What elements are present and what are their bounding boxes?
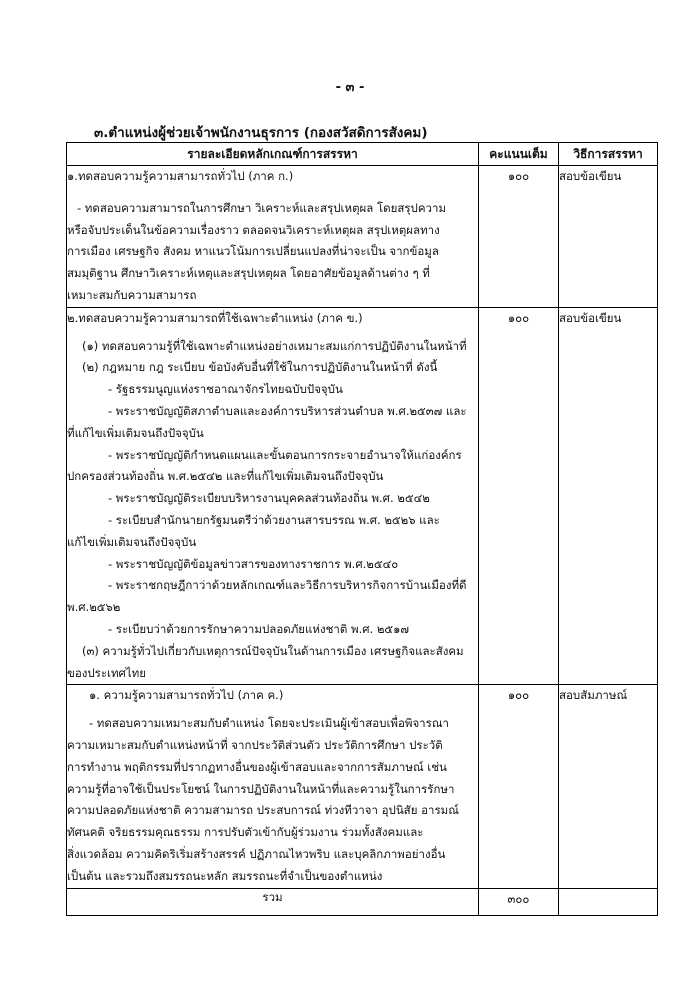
body-line: เป็นต้น และรวมถึงสมรรถนะหลัก สมรรถนะที่จำเป็นของตำแหน่ง bbox=[67, 868, 383, 883]
body-line: การเมือง เศรษฐกิจ สังคม หาแนวโน้มการเปลี่ยนแปลงที่น่าจะเป็น จากข้อมูล bbox=[67, 244, 439, 259]
list-item-continued: ของประเทศไทย bbox=[67, 665, 146, 680]
table-row bbox=[67, 307, 658, 685]
score-cell: ๑๐๐ bbox=[479, 685, 559, 888]
row-title: ๑. ความรู้ความสามารถทั่วไป (ภาค ค.) bbox=[89, 688, 284, 703]
criteria-cell bbox=[67, 307, 479, 685]
law-item-continued: พ.ศ.๒๕๖๒ bbox=[67, 600, 121, 615]
body-line: ทัศนคติ จริยธรรมคุณธรรม การปรับตัวเข้ากับผู้ร่วมงาน ร่วมทั้งสังคมและ bbox=[67, 825, 424, 840]
law-item: - พระราชบัญญัติกำหนดแผนและขั้นตอนการกระจายอำนาจให้แก่องค์กร bbox=[108, 447, 462, 462]
total-score: ๓๐๐ bbox=[479, 888, 559, 915]
criteria-cell bbox=[67, 166, 479, 308]
body-line: หรือจับประเด็นในข้อความเรื่องราว ตลอดจนวิเคราะห์เหตุผล สรุปเหตุผลทาง bbox=[67, 222, 440, 237]
header-criteria: รายละเอียดหลักเกณฑ์การสรรหา bbox=[67, 143, 479, 166]
body-line: ความปลอดภัยแห่งชาติ ความสามารถ ประสบการณ์ ท่วงทีวาจา อุปนิสัย อารมณ์ bbox=[67, 803, 459, 818]
law-item: - พระราชบัญญัติสภาตำบลและองค์การบริหารส่วนตำบล พ.ศ.๒๕๓๗ และ bbox=[108, 403, 467, 418]
score-cell: ๑๐๐ bbox=[479, 166, 559, 308]
criteria-cell bbox=[67, 685, 479, 888]
body-line: ความรู้ที่อาจใช้เป็นประโยชน์ ในการปฏิบัติงานในหน้าที่และความรู้ในการรักษา bbox=[67, 781, 455, 796]
page-number: - ๓ - bbox=[335, 80, 365, 95]
body-line: การทำงาน พฤติกรรมที่ปรากฏทางอื่นของผู้เข้าสอบและจากการสัมภาษณ์ เช่น bbox=[67, 759, 447, 774]
method-cell: สอบข้อเขียน bbox=[559, 307, 658, 685]
law-item: - พระราชบัญญัติระเบียบบริหารงานบุคคลส่วนท้องถิ่น พ.ศ. ๒๕๔๒ bbox=[108, 491, 430, 506]
row-title: ๑.ทดสอบความรู้ความสามารถทั่วไป (ภาค ก.) bbox=[67, 169, 294, 183]
header-full-score: คะแนนเต็ม bbox=[479, 143, 559, 166]
body-line: - ทดสอบความสามารถในการศึกษา วิเคราะห์และสรุปเหตุผล โดยสรุปความ bbox=[77, 200, 447, 215]
list-item: (๑) ทดสอบความรู้ที่ใช้เฉพาะตำแหน่งอย่างเหมาะสมแก่การปฏิบัติงานในหน้าที่ bbox=[82, 338, 467, 353]
law-item: - ระเบียบสำนักนายกรัฐมนตรีว่าด้วยงานสารบรรณ พ.ศ. ๒๕๒๖ และ bbox=[108, 512, 440, 527]
total-method-empty bbox=[559, 888, 658, 915]
list-item: (๒) กฎหมาย กฎ ระเบียบ ข้อบังคับอื่นที่ใช้ในการปฏิบัติงานในหน้าที่ ดังนี้ bbox=[82, 360, 438, 375]
body-line: ความเหมาะสมกับตำแหน่งหน้าที่ จากประวัติส่วนตัว ประวัติการศึกษา ประวัติ bbox=[67, 737, 443, 752]
law-item-continued: ที่แก้ไขเพิ่มเติมจนถึงปัจจุบัน bbox=[67, 425, 204, 440]
row-title: ๒.ทดสอบความรู้ความสามารถที่ใช้เฉพาะตำแหน่ง (ภาค ข.) bbox=[67, 310, 363, 325]
law-item: - พระราชกฤษฎีกาว่าด้วยหลักเกณฑ์และวิธีการบริหารกิจการบ้านเมืองที่ดี bbox=[108, 578, 467, 593]
table-row bbox=[67, 166, 658, 308]
method-cell: สอบสัมภาษณ์ bbox=[559, 685, 658, 888]
body-line: สิ่งแวดล้อม ความคิดริเริ่มสร้างสรรค์ ปฏิภาณไหวพริบ และบุคลิกภาพอย่างอื่น bbox=[67, 846, 446, 861]
law-item-continued: ปกครองส่วนท้องถิ่น พ.ศ.๒๕๔๒ และที่แก้ไขเพิ่มเติมจนถึงปัจจุบัน bbox=[67, 469, 384, 484]
score-cell: ๑๐๐ bbox=[479, 307, 559, 685]
list-item: (๓) ความรู้ทั่วไปเกี่ยวกับเหตุการณ์ปัจจุบันในด้านการเมือง เศรษฐกิจและสังคม bbox=[82, 643, 464, 658]
law-item: - รัฐธรรมนูญแห่งราชอาณาจักรไทยฉบับปัจจุบัน bbox=[108, 382, 343, 397]
total-row bbox=[67, 888, 658, 915]
table-row bbox=[67, 685, 658, 888]
law-item: - พระราชบัญญัติข้อมูลข่าวสารของทางราชการ พ.ศ.๒๕๔๐ bbox=[108, 556, 399, 571]
body-line: - ทดสอบความเหมาะสมกับตำแหน่ง โดยจะประเมินผู้เข้าสอบเพื่อพิจารณา bbox=[89, 716, 449, 731]
section-heading: ๓.ตำแหน่งผู้ช่วยเจ้าพนักงานธุรการ (กองสวัสดิการสังคม) bbox=[94, 125, 428, 141]
law-item-continued: แก้ไขเพิ่มเติมจนถึงปัจจุบัน bbox=[67, 534, 197, 549]
body-line: เหมาะสมกับความสามารถ bbox=[67, 287, 197, 302]
body-line: สมมุติฐาน ศึกษาวิเคราะห์เหตุและสรุปเหตุผล โดยอาศัยข้อมูลด้านต่าง ๆ ที่ bbox=[67, 266, 430, 281]
header-method: วิธีการสรรหา bbox=[559, 143, 658, 166]
method-cell: สอบข้อเขียน bbox=[559, 166, 658, 308]
table-header-row bbox=[67, 143, 658, 166]
criteria-table bbox=[66, 142, 658, 916]
law-item: - ระเบียบว่าด้วยการรักษาความปลอดภัยแห่งชาติ พ.ศ. ๒๕๑๗ bbox=[108, 621, 410, 636]
total-label: รวม bbox=[67, 888, 479, 915]
